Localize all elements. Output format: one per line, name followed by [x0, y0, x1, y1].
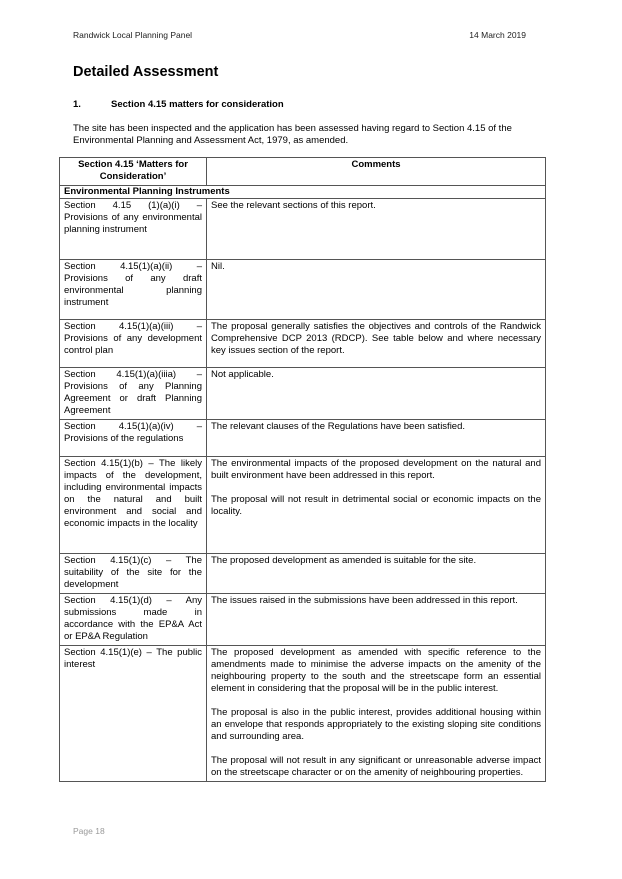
comment-cell	[207, 420, 546, 457]
comment-text: Nil.	[211, 261, 225, 272]
page-header	[73, 30, 526, 40]
comment-text: The proposal will not result in detrimental social or economic impacts on the locality.	[211, 494, 541, 517]
comment-cell	[207, 260, 546, 320]
page-title: Detailed Assessment	[73, 64, 219, 80]
matter-cell: Section 4.15(1)(a)(iii) – Provisions of any development control plan	[60, 320, 207, 368]
comment-text: The relevant clauses of the Regulations have been satisfied.	[211, 421, 466, 432]
section-heading-text: Section 4.15 matters for consideration	[111, 99, 284, 110]
matter-cell: Section 4.15(1)(e) – The public interest	[60, 646, 207, 782]
matter-cell: Section 4.15(1)(a)(ii) – Provisions of any draft environmental planning instrument	[60, 260, 207, 320]
comment-cell	[207, 199, 546, 260]
comment-cell	[207, 594, 546, 646]
comment-cell	[207, 646, 546, 782]
header-panel-name: Randwick Local Planning Panel	[73, 30, 193, 40]
comment-cell	[207, 320, 546, 368]
matter-cell: Section 4.15(1)(c) – The suitability of the site for the development	[60, 554, 207, 594]
table-header-row	[60, 158, 546, 186]
assessment-table	[59, 157, 546, 782]
table-row	[60, 646, 546, 782]
comment-cell	[207, 457, 546, 554]
header-date: 14 March 2019	[469, 30, 526, 40]
matter-cell: Section 4.15(1)(a)(iv) – Provisions of the regulations	[60, 420, 207, 457]
comment-text: The proposal will not result in any significant or unreasonable adverse impact on the streetscape character or on the amenity of neighbouring properties.	[211, 755, 541, 778]
comment-text: The proposed development as amended is suitable for the site.	[211, 555, 477, 566]
comment-text: Not applicable.	[211, 369, 274, 380]
table-row	[60, 554, 546, 594]
group-label: Environmental Planning Instruments	[60, 186, 546, 199]
table-row	[60, 320, 546, 368]
table-row	[60, 199, 546, 260]
comment-text: The issues raised in the submissions have been addressed in this report.	[211, 595, 518, 606]
table-row	[60, 457, 546, 554]
comment-text: See the relevant sections of this report.	[211, 200, 376, 211]
page-number: Page 18	[73, 826, 105, 836]
table-row	[60, 260, 546, 320]
header-comments: Comments	[207, 158, 546, 186]
table-row	[60, 420, 546, 457]
matter-cell: Section 4.15(1)(d) – Any submissions made in accordance with the EP&A Act or EP&A Regulation	[60, 594, 207, 646]
matter-cell: Section 4.15 (1)(a)(i) – Provisions of any environmental planning instrument	[60, 199, 207, 260]
matter-cell: Section 4.15(1)(a)(iiia) – Provisions of any Planning Agreement or draft Planning Agreement	[60, 368, 207, 420]
comment-text: The proposal generally satisfies the objectives and controls of the Randwick Comprehensive DCP 2013 (RDCP). See table below and where necessary key issues section of the report.	[211, 321, 541, 356]
section-heading	[73, 99, 284, 110]
table-row	[60, 368, 546, 420]
table-row	[60, 594, 546, 646]
comment-cell	[207, 554, 546, 594]
matter-cell: Section 4.15(1)(b) – The likely impacts of the development, including environmental impacts on the natural and built environment and social and economic impacts in the locality	[60, 457, 207, 554]
comment-cell	[207, 368, 546, 420]
intro-paragraph: The site has been inspected and the application has been assessed having regard to Section 4.15 of the Environmental Planning and Assessment Act, 1979, as amended.	[73, 123, 512, 146]
table-group-row	[60, 186, 546, 199]
header-matters: Section 4.15 ‘Matters for Consideration’	[60, 158, 207, 186]
comment-text: The environmental impacts of the proposed development on the natural and built environment have been addressed in this report.	[211, 458, 541, 481]
comment-text: The proposal is also in the public interest, provides additional housing within an envelope that responds appropriately to the existing sloping site conditions and surrounding area.	[211, 707, 541, 742]
section-number: 1.	[73, 99, 81, 110]
comment-text: The proposed development as amended with specific reference to the amendments made to minimise the adverse impacts on the amenity of the neighbouring property to the south and the streetscape form an essential element in considering that the proposal will be in the public interest.	[211, 647, 541, 694]
